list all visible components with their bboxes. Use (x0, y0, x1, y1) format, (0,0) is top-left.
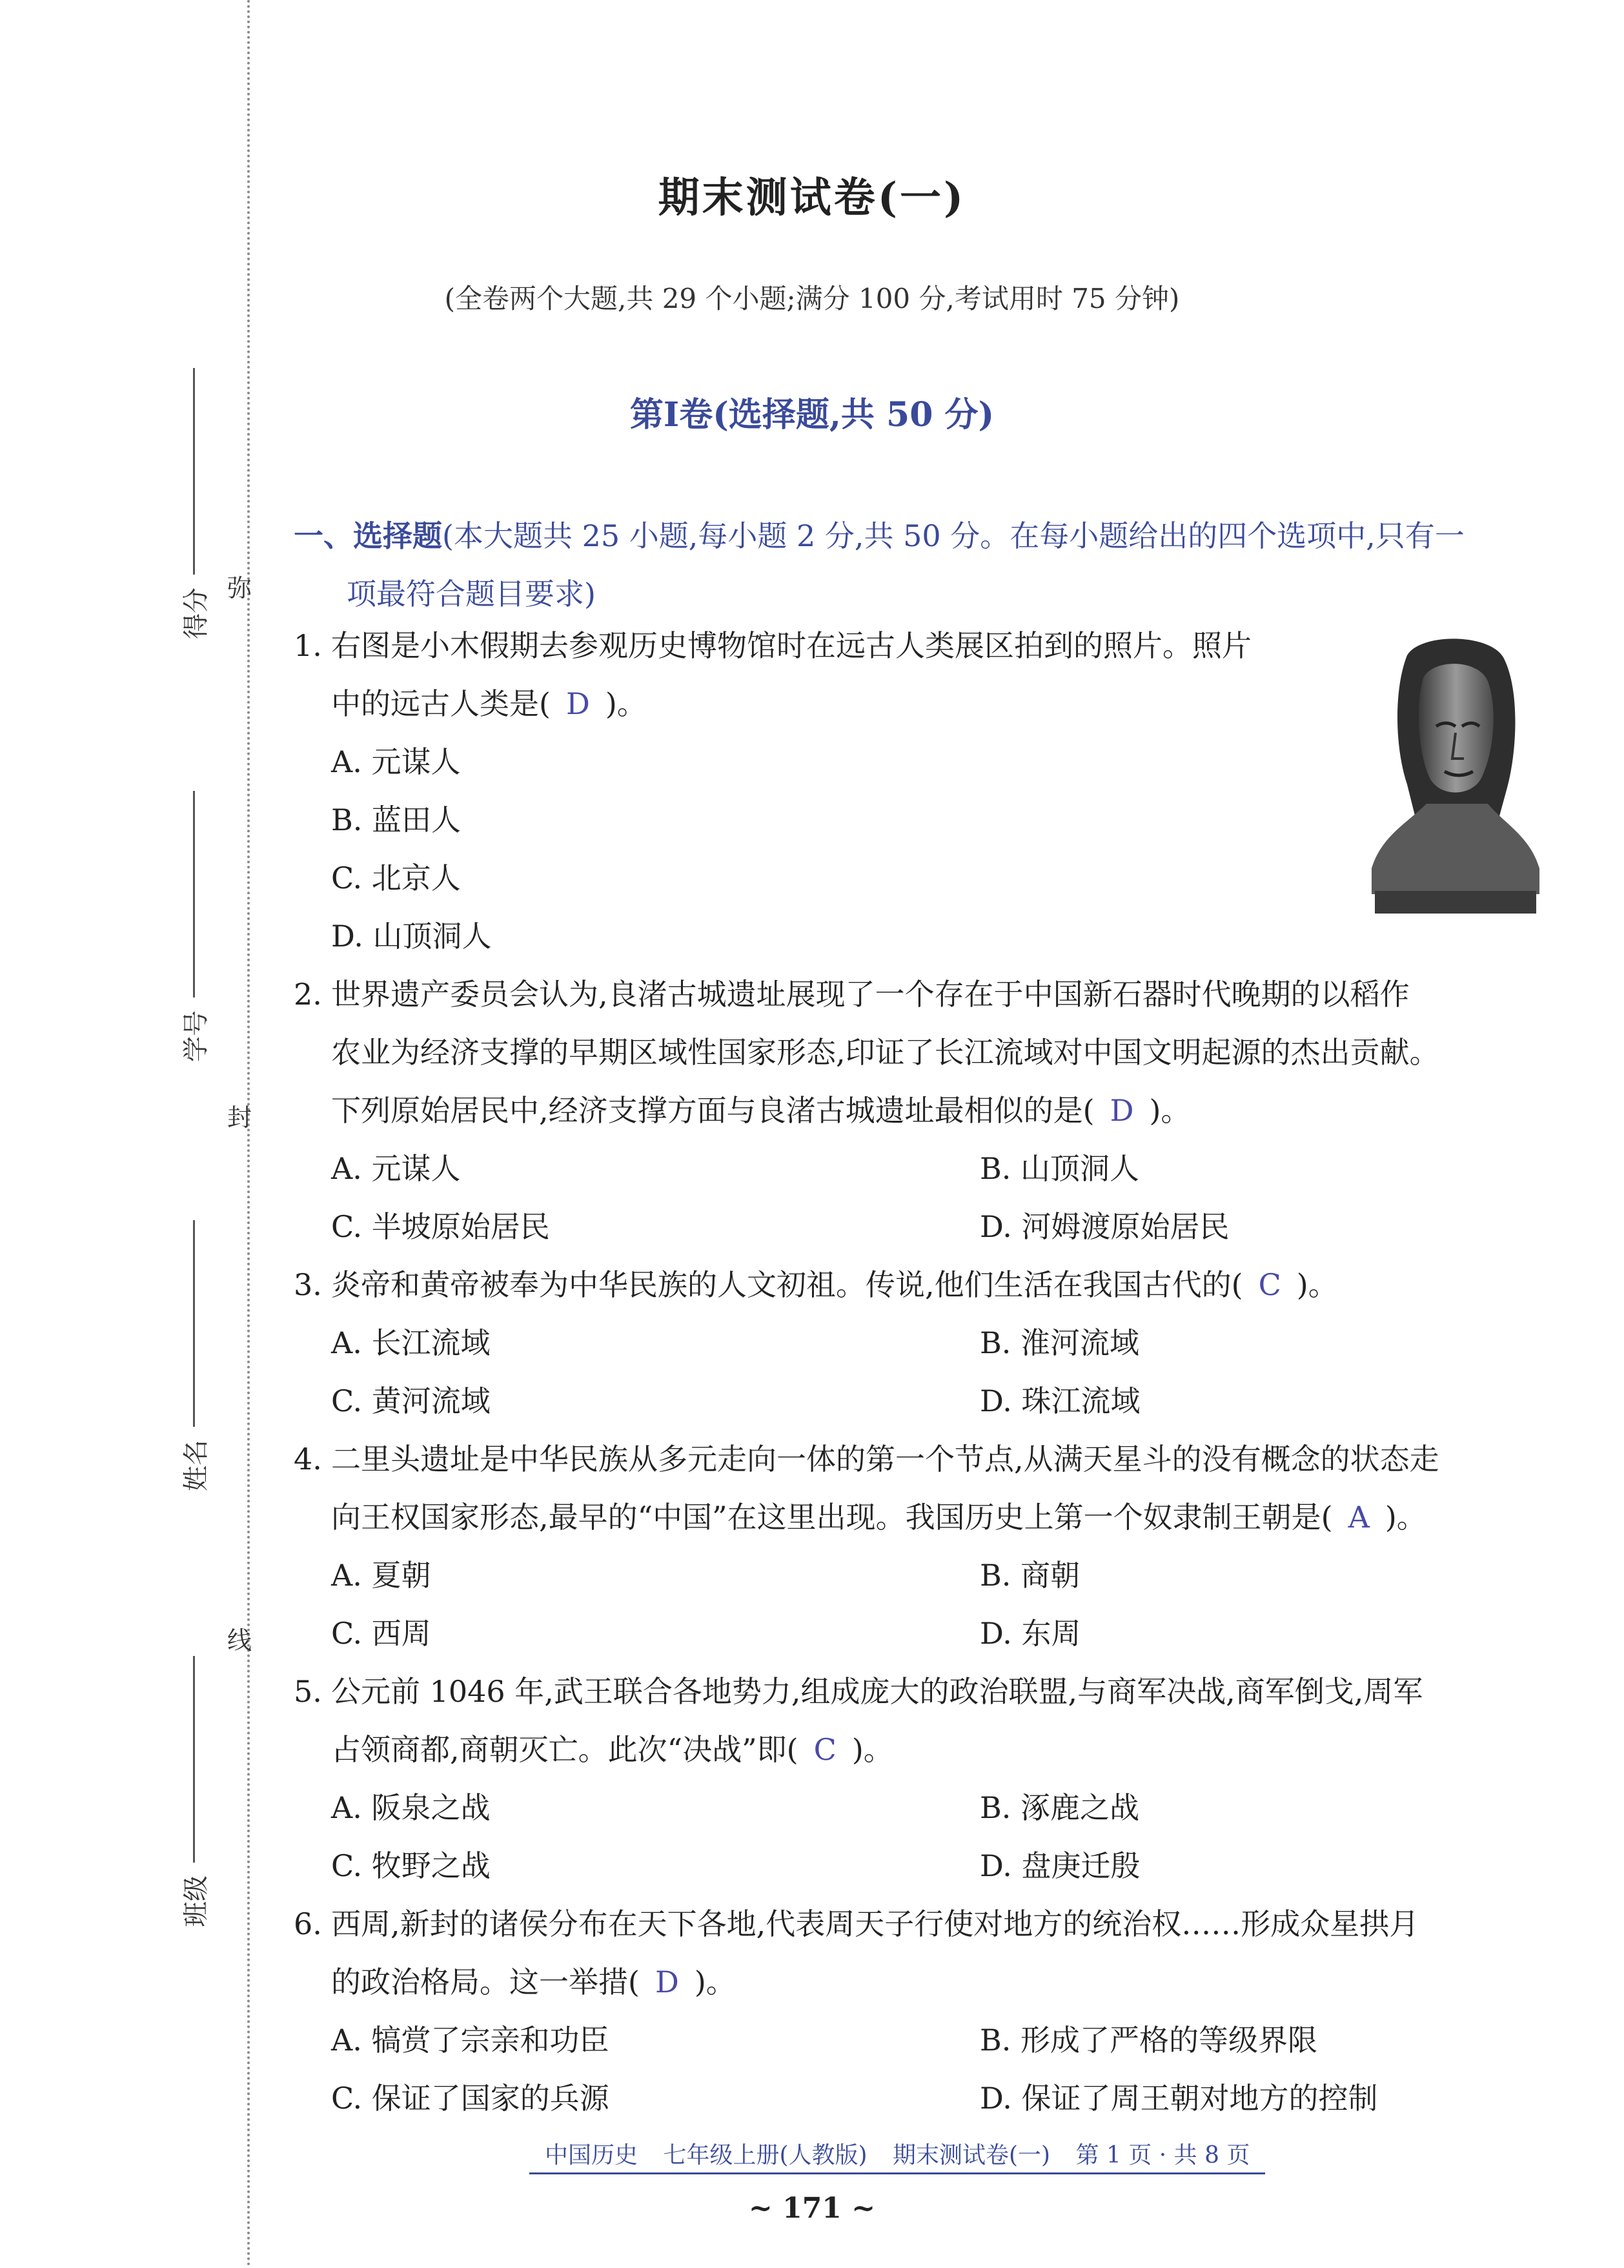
question-4-answer[interactable]: A (1348, 1500, 1370, 1535)
footer-subject: 中国历史 (545, 2142, 638, 2169)
question-1 (294, 617, 1552, 733)
field-score-label: 得分 (181, 587, 211, 639)
question-5-stem-end: )。 (851, 1732, 893, 1767)
question-4-stem-end: )。 (1385, 1500, 1426, 1535)
q2-option-d[interactable]: D. 河姆渡原始居民 (980, 1209, 1230, 1244)
question-4-number: 4. (294, 1442, 322, 1476)
question-3-stem-last: 炎帝和黄帝被奉为中华民族的人文初祖。传说,他们生活在我国古代的( (331, 1267, 1243, 1302)
q5-option-a[interactable]: A. 阪泉之战 (331, 1790, 491, 1825)
q4-option-b[interactable]: B. 商朝 (980, 1558, 1081, 1593)
question-2-stem-end: )。 (1149, 1093, 1191, 1128)
field-student-id (176, 791, 212, 1062)
question-6 (294, 1895, 1552, 2011)
field-class (176, 1656, 212, 1927)
q4-option-c[interactable]: C. 西周 (331, 1616, 431, 1651)
q1-option-c[interactable]: C. 北京人 (331, 861, 461, 895)
q3-option-a[interactable]: A. 长江流域 (331, 1325, 491, 1360)
question-6-stem-last: 的政治格局。这一举措( (331, 1965, 640, 1999)
question-3-stem-end: )。 (1296, 1267, 1338, 1302)
q2-option-a[interactable]: A. 元谋人 (331, 1151, 461, 1186)
question-3-answer[interactable]: C (1258, 1267, 1281, 1302)
q5-option-b[interactable]: B. 涿鹿之战 (980, 1790, 1140, 1825)
page-footer (529, 2137, 1265, 2174)
q2-option-c[interactable]: C. 半坡原始居民 (331, 1209, 550, 1244)
q1-option-a[interactable]: A. 元谋人 (331, 744, 461, 779)
question-4 (294, 1430, 1552, 1546)
question-2-answer[interactable]: D (1110, 1093, 1134, 1128)
part-title: 第Ⅰ卷(选择题,共 50 分) (629, 395, 995, 434)
question-1-stem-last: 中的远古人类是( (331, 686, 551, 721)
question-4-stem-last: 向王权国家形态,最早的“中国”在这里出现。我国历史上第一个奴隶制王朝是( (331, 1500, 1333, 1535)
section-instructions-line2: 项最符合题目要求) (347, 577, 596, 611)
question-6-number: 6. (294, 1906, 322, 1941)
question-3 (294, 1256, 1552, 1314)
question-3-number: 3. (294, 1267, 322, 1302)
question-1-stem-end: )。 (605, 686, 647, 721)
q2-option-b[interactable]: B. 山顶洞人 (980, 1151, 1140, 1186)
question-1-stem-line: 右图是小木假期去参观历史博物馆时在远古人类展区拍到的照片。照片 (331, 628, 1252, 663)
question-5-stem-last: 占领商都,商朝灭亡。此次“决战”即( (331, 1732, 798, 1767)
field-name-blank[interactable] (193, 1220, 195, 1427)
q1-option-b[interactable]: B. 蓝田人 (331, 802, 462, 837)
binding-char-mi: 弥 (227, 574, 252, 602)
q6-option-c[interactable]: C. 保证了国家的兵源 (331, 2081, 609, 2116)
exam-info: (全卷两个大题,共 29 个小题;满分 100 分,考试用时 75 分钟) (444, 283, 1180, 314)
q3-option-d[interactable]: D. 珠江流域 (980, 1384, 1141, 1418)
q3-option-b[interactable]: B. 淮河流域 (980, 1325, 1140, 1360)
footer-test: 期末测试卷(一) (893, 2142, 1051, 2169)
q4-option-d[interactable]: D. 东周 (980, 1616, 1081, 1651)
page-number: ~ 171 ~ (748, 2192, 876, 2225)
footer-page: 第 1 页 · 共 8 页 (1075, 2142, 1250, 2169)
question-1-answer[interactable]: D (565, 686, 590, 721)
field-student-id-blank[interactable] (193, 791, 195, 997)
question-5-number: 5. (294, 1674, 322, 1709)
field-student-id-label: 学号 (181, 1010, 211, 1062)
field-name-label: 姓名 (181, 1440, 211, 1491)
question-5-answer[interactable]: C (813, 1732, 837, 1767)
page-title: 期末测试卷(一) (658, 174, 966, 222)
question-6-stem-line1: 西周,新封的诸侯分布在天下各地,代表周天子行使对地方的统治权……形成众星拱月 (331, 1906, 1419, 1941)
section-lead: 一、选择题 (294, 518, 442, 553)
section-instructions-line1: (本大题共 25 小题,每小题 2 分,共 50 分。在每小题给出的四个选项中,只有一 (442, 518, 1465, 553)
binding-char-feng: 封 (227, 1103, 252, 1132)
binding-char-xian: 线 (227, 1626, 252, 1655)
q4-option-a[interactable]: A. 夏朝 (331, 1558, 431, 1593)
q5-option-d[interactable]: D. 盘庚迁殷 (980, 1848, 1141, 1883)
field-name (176, 1220, 212, 1491)
question-5-stem-line1: 公元前 1046 年,武王联合各地势力,组成庞大的政治联盟,与商军决战,商军倒戈,周军 (331, 1674, 1423, 1709)
question-2-number: 2. (294, 977, 322, 1012)
q6-option-d[interactable]: D. 保证了周王朝对地方的控制 (980, 2081, 1378, 2116)
question-4-stem-line1: 二里头遗址是中华民族从多元走向一体的第一个节点,从满天星斗的没有概念的状态走 (331, 1442, 1439, 1476)
question-2-stem-line1: 世界遗产委员会认为,良渚古城遗址展现了一个存在于中国新石器时代晚期的以稻作 (331, 977, 1410, 1012)
q6-option-a[interactable]: A. 犒赏了宗亲和功臣 (331, 2023, 609, 2058)
question-6-stem-end: )。 (694, 1965, 736, 1999)
question-6-answer[interactable]: D (655, 1965, 679, 1999)
field-class-label: 班级 (181, 1875, 211, 1927)
q5-option-c[interactable]: C. 牧野之战 (331, 1848, 491, 1883)
question-2-stem-line2: 农业为经济支撑的早期区域性国家形态,印证了长江流域对中国文明起源的杰出贡献。 (331, 1035, 1439, 1070)
question-2 (294, 965, 1552, 1139)
q6-option-b[interactable]: B. 形成了严格的等级界限 (980, 2023, 1318, 2058)
section-heading (294, 507, 1572, 623)
binding-dotted-line (247, 0, 250, 2268)
question-1-number: 1. (294, 628, 322, 663)
q3-option-c[interactable]: C. 黄河流域 (331, 1384, 491, 1418)
question-2-stem-last: 下列原始居民中,经济支撑方面与良渚古城遗址最相似的是( (331, 1093, 1095, 1128)
footer-grade: 七年级上册(人教版) (663, 2142, 868, 2169)
question-5 (294, 1662, 1552, 1779)
field-class-blank[interactable] (193, 1656, 195, 1863)
q1-option-d[interactable]: D. 山顶洞人 (331, 919, 492, 954)
